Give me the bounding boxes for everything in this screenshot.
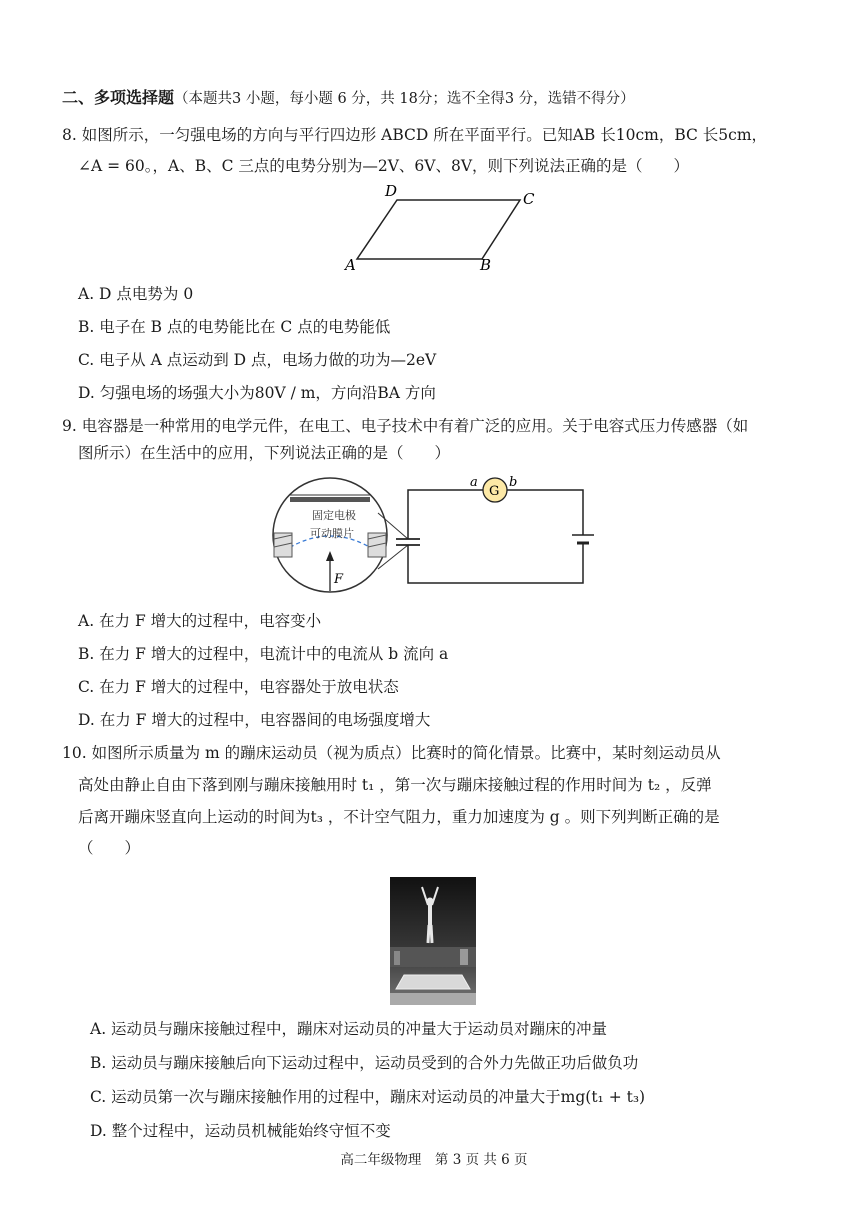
q10-option-b: B. 运动员与蹦床接触后向下运动过程中，运动员受到的合外力先做正功后做负功 bbox=[90, 1054, 639, 1072]
q8-stem-line1: 8. 如图所示，一匀强电场的方向与平行四边形 ABCD 所在平面平行。已知AB 长10cm，BC 长5cm， bbox=[62, 126, 768, 144]
label-b: B bbox=[480, 256, 492, 274]
q10-stem-line1: 10. 如图所示质量为 m 的蹦床运动员（视为质点）比赛时的简化情景。比赛中，某时刻运动员从 bbox=[62, 744, 721, 762]
q9-option-c: C. 在力 F 增大的过程中，电容器处于放电状态 bbox=[78, 678, 399, 696]
section-note: （本题共3 小题，每小题 6 分，共 18分；选不全得3 分，选错不得分） bbox=[174, 91, 635, 107]
label-d: D bbox=[385, 182, 398, 200]
q10-option-c: C. 运动员第一次与蹦床接触作用的过程中，蹦床对运动员的冲量大于mg(t₁ + t₃) bbox=[90, 1088, 646, 1106]
q10-stem-line2: 高处由静止自由下落到刚与蹦床接触用时 t₁ ，第一次与蹦床接触过程的作用时间为 t₂ ，反弹 bbox=[78, 776, 712, 794]
q10-option-d: D. 整个过程中，运动员机械能始终守恒不变 bbox=[90, 1122, 391, 1140]
terminal-b-label: b bbox=[509, 475, 518, 490]
circuit-wire bbox=[408, 490, 483, 539]
q8-option-a: A. D 点电势为 0 bbox=[78, 285, 194, 303]
q8-option-b: B. 电子在 B 点的电势能比在 C 点的电势能低 bbox=[78, 318, 391, 336]
q10-stem-line4: （ ） bbox=[78, 839, 141, 857]
label-a: A bbox=[345, 256, 356, 274]
q8-option-d: D. 匀强电场的场强大小为80V / m，方向沿BA 方向 bbox=[78, 384, 436, 402]
movable-film-label: 可动膜片 bbox=[310, 527, 354, 540]
q9-option-b: B. 在力 F 增大的过程中，电流计中的电流从 b 流向 a bbox=[78, 645, 449, 663]
q8-option-c: C. 电子从 A 点运动到 D 点，电场力做的功为—2eV bbox=[78, 351, 437, 369]
trampoline-bed bbox=[396, 975, 470, 989]
q9-stem-line1: 9. 电容器是一种常用的电学元件，在电工、电子技术中有着广泛的应用。关于电容式压力传感器（如 bbox=[62, 417, 749, 435]
fixed-electrode bbox=[290, 497, 370, 502]
section-title: 二、多项选择题 bbox=[62, 88, 175, 107]
q8-parallelogram-figure bbox=[340, 182, 550, 274]
q9-option-d: D. 在力 F 增大的过程中，电容器间的电场强度增大 bbox=[78, 711, 431, 729]
q9-stem-line2: 图所示）在生活中的应用，下列说法正确的是（ ） bbox=[78, 444, 451, 462]
trampoline-photo bbox=[390, 877, 476, 1005]
q10-option-a: A. 运动员与蹦床接触过程中，蹦床对运动员的冲量大于运动员对蹦床的冲量 bbox=[90, 1020, 608, 1038]
q9-capacitor-sensor-figure bbox=[270, 473, 600, 598]
force-label: F bbox=[334, 572, 344, 587]
fixed-electrode-label: 固定电极 bbox=[312, 509, 356, 522]
q10-stem-line3: 后离开蹦床竖直向上运动的时间为t₃ ，不计空气阻力，重力加速度为 g 。则下列判断正确的是 bbox=[78, 808, 720, 826]
q8-stem-line2: ∠A = 60。，A、B、C 三点的电势分别为—2V、6V、8V，则下列说法正确的是（ ） bbox=[78, 157, 690, 175]
parallelogram-abcd bbox=[357, 200, 520, 259]
section-header bbox=[62, 88, 635, 109]
q9-option-a: A. 在力 F 增大的过程中，电容变小 bbox=[78, 612, 322, 630]
galvanometer-label: G bbox=[489, 484, 500, 499]
label-c: C bbox=[523, 190, 535, 208]
terminal-a-label: a bbox=[470, 475, 478, 490]
page-footer: 高二年级物理 第 3 页 共 6 页 bbox=[340, 1152, 528, 1168]
